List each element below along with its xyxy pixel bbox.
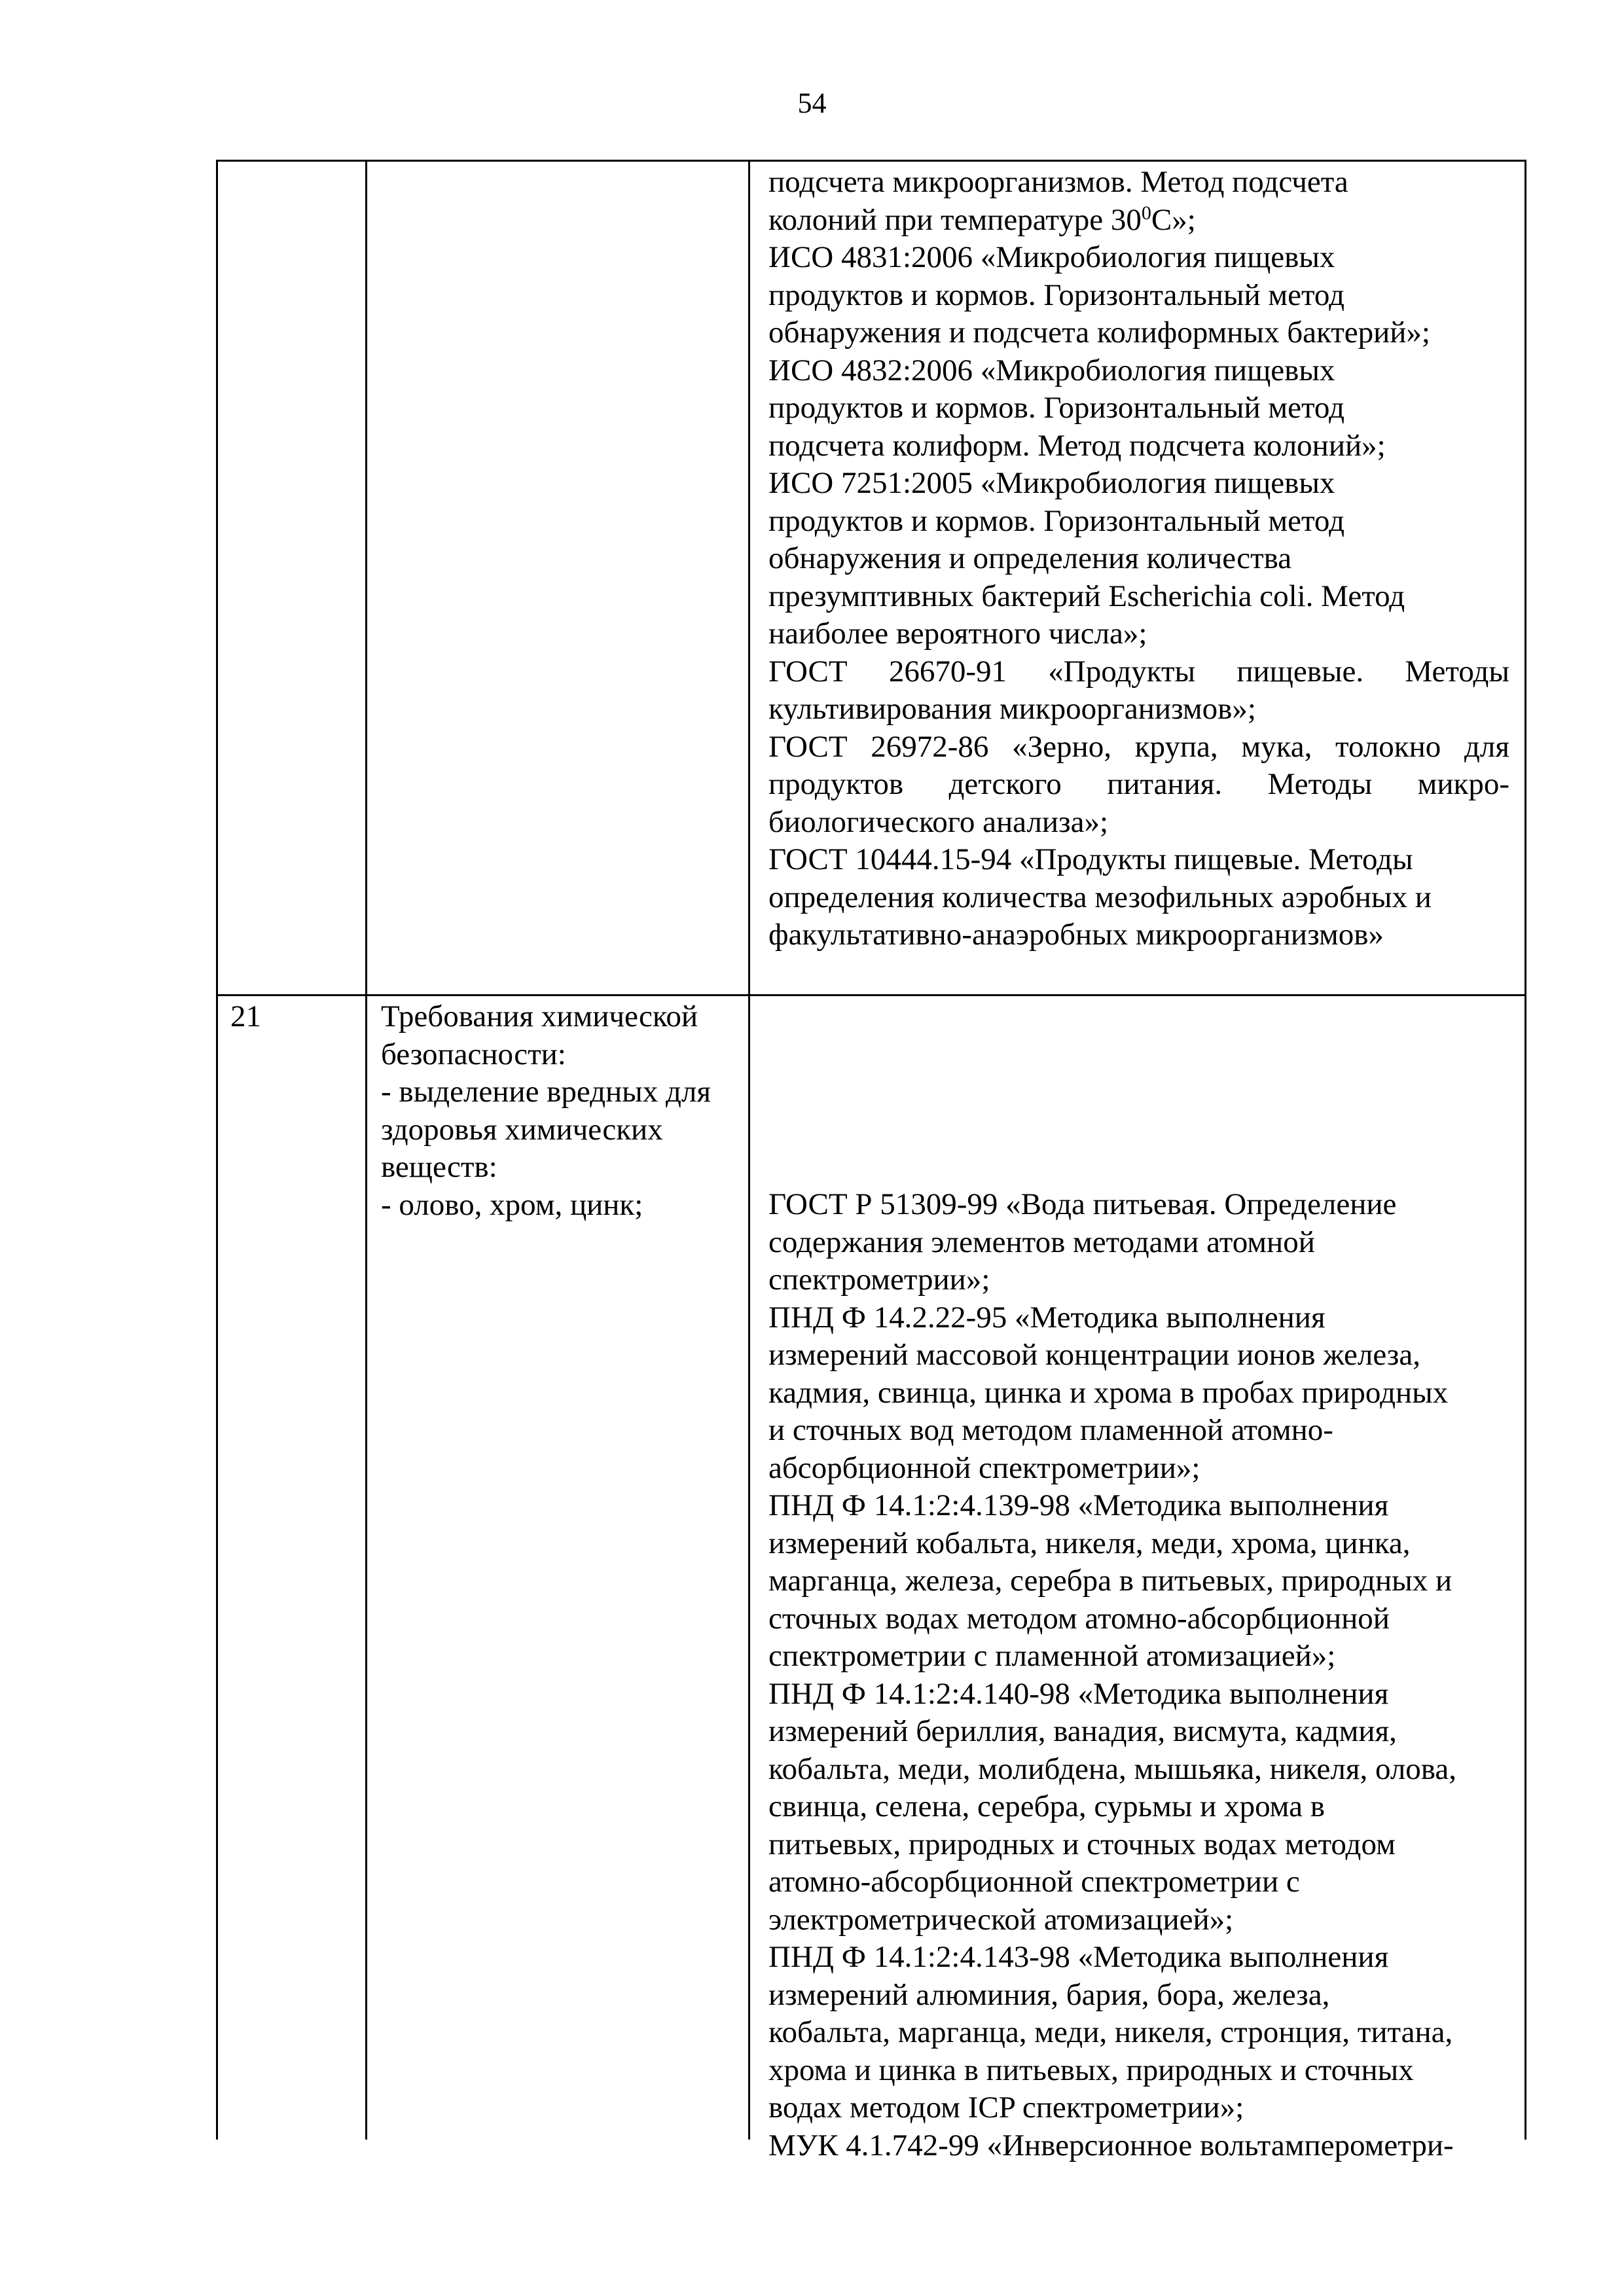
text-line: и сточных вод методом пламенной атомно- [768, 1413, 1333, 1447]
word: ГОСТ [768, 654, 848, 689]
text-line: определения количества мезофильных аэробных и [768, 880, 1432, 914]
word: детского [948, 767, 1062, 801]
word: продуктов [768, 767, 904, 801]
text-line: марганца, железа, серебра в питьевых, природных и [768, 1564, 1453, 1598]
text-line-temperature [768, 202, 1509, 240]
text-line: абсорбционной спектрометрии»; [768, 1450, 1200, 1485]
word: питания. [1107, 767, 1223, 801]
text-line: спектрометрии с пламенной атомизацией»; [768, 1639, 1336, 1673]
word: 26972-86 [871, 729, 989, 764]
row-21-methods-cell [768, 1186, 1456, 2164]
text-line: кобальта, меди, молибдена, мышьяка, никеля, олова, [768, 1751, 1456, 1786]
text-line: ПНД Ф 14.1:2:4.143-98 «Методика выполнения [768, 1940, 1389, 1974]
text-line: Требования химической [381, 999, 698, 1033]
page-number: 54 [797, 87, 827, 119]
text-line: измерений алюминия, бария, бора, железа, [768, 1977, 1330, 2012]
degree-superscript: 0 [1141, 202, 1151, 224]
temp-text-end: С»; [1151, 202, 1196, 237]
text-line: атомно-абсорбционной спектрометрии с [768, 1865, 1300, 1899]
text-line: свинца, селена, серебра, сурьмы и хрома в [768, 1789, 1325, 1823]
word: ГОСТ [768, 729, 848, 764]
standards-table [216, 160, 1526, 2162]
text-line: обнаружения и подсчета колиформных бактерий»; [768, 315, 1430, 350]
temp-text: колоний при температуре 30 [768, 202, 1142, 237]
text-line: продуктов и кормов. Горизонтальный метод [768, 278, 1344, 312]
text-line: подсчета колиформ. Метод подсчета колоний»; [768, 428, 1386, 463]
text-line: измерений бериллия, ванадия, висмута, кадмия, [768, 1714, 1397, 1748]
word: 26670-91 [888, 654, 1007, 689]
table-top-border [216, 160, 1526, 162]
text-line: презумптивных бактерий Escherichia coli. Метод [768, 579, 1405, 613]
text-line: продуктов и кормов. Горизонтальный метод [768, 503, 1344, 538]
text-line: электрометрической атомизацией»; [768, 1902, 1234, 1937]
text-line: измерений массовой концентрации ионов железа, [768, 1338, 1420, 1372]
text-line-gost-26972-cont [768, 766, 1509, 804]
text-line: наиболее вероятного числа»; [768, 617, 1147, 651]
word: Методы [1405, 654, 1509, 689]
word: микро- [1417, 767, 1509, 801]
text-line: безопасности: [381, 1037, 566, 1071]
text-line: ГОСТ 10444.15-94 «Продукты пищевые. Методы [768, 842, 1413, 876]
text-line: ПНД Ф 14.1:2:4.140-98 «Методика выполнения [768, 1676, 1389, 1711]
text-line: - олово, хром, цинк; [381, 1187, 643, 1222]
text-line: спектрометрии»; [768, 1263, 990, 1297]
text-line: МУК 4.1.742-99 «Инверсионное вольтамперометри- [768, 2128, 1454, 2162]
text-line: здоровья химических [381, 1112, 663, 1147]
word: «Продукты [1048, 654, 1196, 689]
text-line: ГОСТ Р 51309-99 «Вода питьевая. Определение [768, 1187, 1397, 1221]
word: мука, [1241, 729, 1312, 764]
text-line: биологического анализа»; [768, 804, 1109, 839]
text-line: кадмия, свинца, цинка и хрома в пробах природных [768, 1375, 1449, 1410]
text-line: ПНД Ф 14.1:2:4.139-98 «Методика выполнения [768, 1488, 1389, 1522]
row-number: 21 [230, 999, 261, 1033]
word: крупа, [1134, 729, 1218, 764]
text-line-gost-26670 [768, 653, 1509, 691]
word: «Зерно, [1012, 729, 1111, 764]
word: толокно [1335, 729, 1441, 764]
text-line-gost-26972 [768, 728, 1509, 766]
table-left-border [216, 160, 218, 2140]
text-line: ИСО 7251:2005 «Микробиология пищевых [768, 466, 1335, 500]
text-line: ПНД Ф 14.2.22-95 «Методика выполнения [768, 1300, 1326, 1335]
text-line: - выделение вредных для [381, 1075, 711, 1109]
text-line: веществ: [381, 1150, 497, 1184]
text-line: культивирования микроорганизмов»; [768, 692, 1256, 726]
text-line: сточных водах методом атомно-абсорбционной [768, 1601, 1390, 1636]
requirement-cell [381, 998, 711, 1224]
table-right-border [1525, 160, 1526, 2140]
text-line: продуктов и кормов. Горизонтальный метод [768, 391, 1344, 425]
text-line: содержания элементов методами атомной [768, 1225, 1315, 1259]
text-line: обнаружения и определения количества [768, 541, 1292, 575]
row-separator [216, 994, 1526, 996]
text-line: подсчета микроорганизмов. Метод подсчета [768, 165, 1348, 199]
word: Методы [1267, 767, 1373, 801]
word: пищевые. [1236, 654, 1364, 689]
text-line: водах методом ICP спектрометрии»; [768, 2090, 1244, 2125]
text-line: хрома и цинка в питьевых, природных и сточных [768, 2053, 1414, 2087]
text-line: факультативно-анаэробных микроорганизмов» [768, 918, 1384, 952]
word: для [1464, 729, 1509, 764]
text-line: кобальта, марганца, меди, никеля, стронция, титана, [768, 2015, 1453, 2049]
column-separator-1 [365, 160, 367, 2140]
continued-row-methods-cell [768, 164, 1509, 954]
text-line: ИСО 4832:2006 «Микробиология пищевых [768, 353, 1335, 387]
column-separator-2 [748, 160, 750, 2140]
text-line: ИСО 4831:2006 «Микробиология пищевых [768, 240, 1335, 274]
text-line: измерений кобальта, никеля, меди, хрома, цинка, [768, 1526, 1411, 1560]
text-line: питьевых, природных и сточных водах методом [768, 1827, 1396, 1861]
row-number-cell [230, 998, 261, 1036]
